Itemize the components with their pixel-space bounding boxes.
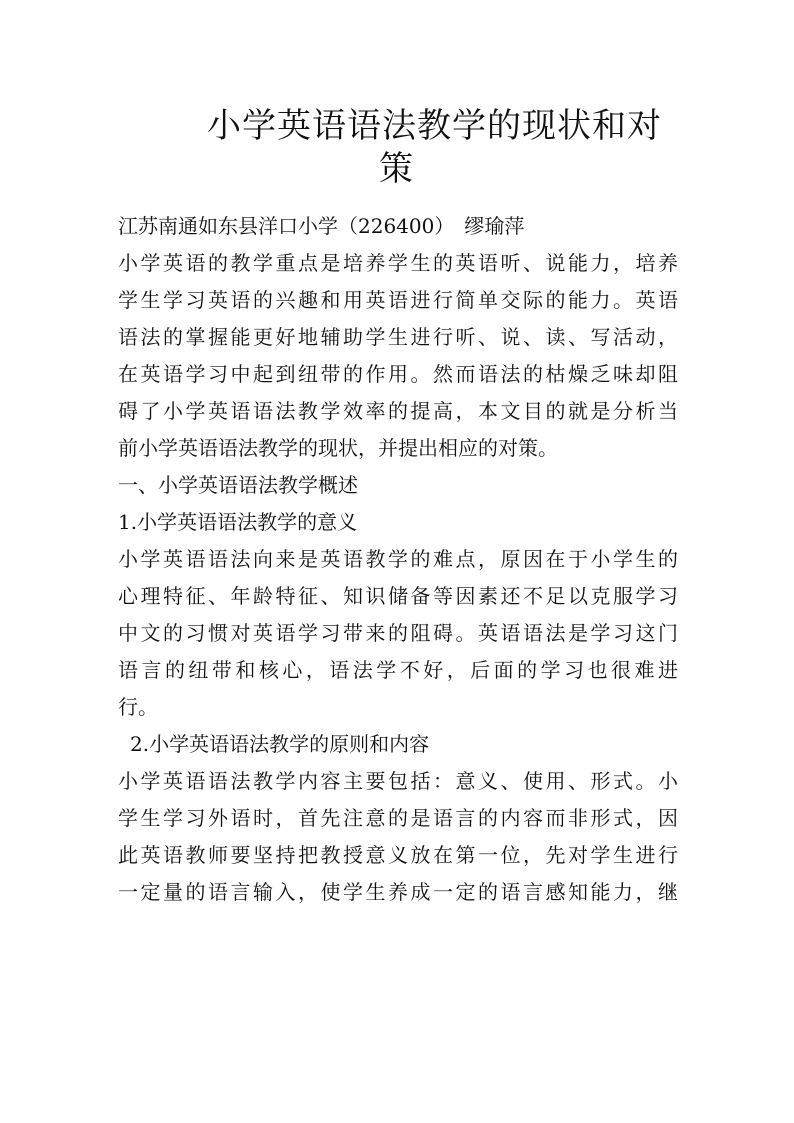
title-line-1: 小学英语语法教学的现状和对 [207,106,662,146]
paragraph-line: 学生学习外语时，首先注意的是语言的内容而非形式，因 [118,806,678,830]
paragraph-line: 小学英语的教学重点是培养学生的英语听、说能力，培养 [118,251,678,275]
author-line: 江苏南通如东县洋口小学（226400） 缪瑜萍 [118,214,525,238]
paragraph-line: 小学英语语法教学内容主要包括：意义、使用、形式。小 [118,769,678,793]
section-heading: 一、小学英语语法教学概述 [118,473,358,497]
subsection-1-paragraph [118,541,678,726]
paragraph-line: 碍了小学英语语法教学效率的提高，本文目的就是分析当 [118,399,678,423]
subsection-heading: 1.小学英语语法教学的意义 [118,510,358,534]
paragraph-line: 语言的纽带和核心，语法学不好，后面的学习也很难进 [118,658,678,682]
subsection-heading: 2.小学英语语法教学的原则和内容 [130,732,430,756]
paragraph-line: 行。 [118,695,158,719]
paragraph-line: 一定量的语言输入，使学生养成一定的语言感知能力，继 [118,880,678,904]
paragraph-line: 语法的掌握能更好地辅助学生进行听、说、读、写活动， [118,325,678,349]
subsection-2-paragraph [118,763,678,911]
paragraph-line: 中文的习惯对英语学习带来的阻碍。英语语法是学习这门 [118,621,678,645]
paragraph-line: 此英语教师要坚持把教授意义放在第一位，先对学生进行 [118,843,678,867]
paragraph-line: 前小学英语语法教学的现状，并提出相应的对策。 [118,436,558,460]
paragraph-line: 心理特征、年龄特征、知识储备等因素还不足以克服学习 [118,584,678,608]
paragraph-line: 在英语学习中起到纽带的作用。然而语法的枯燥乏味却阻 [118,362,678,386]
title-line-2: 策 [379,149,414,189]
abstract-paragraph [118,245,678,467]
document-body [118,208,678,911]
paragraph-line: 学生学习英语的兴趣和用英语进行简单交际的能力。英语 [118,288,678,312]
paragraph-line: 小学英语语法向来是英语教学的难点，原因在于小学生的 [118,547,678,571]
